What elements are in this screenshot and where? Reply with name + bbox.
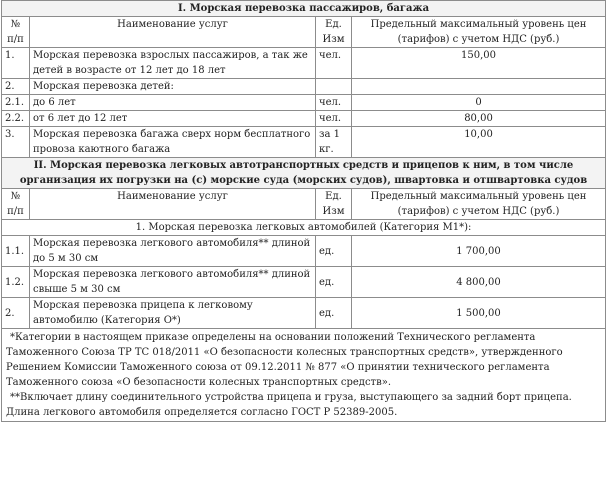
row-unit: ед. — [316, 298, 352, 329]
col-header-price: Предельный максимальный уровень цен (тарифов) с учетом НДС (руб.) — [352, 17, 606, 48]
row-price: 10,00 — [352, 127, 606, 158]
row-price: 1 500,00 — [352, 298, 606, 329]
col-header-unit: Ед. Изм — [316, 189, 352, 220]
row-unit: ед. — [316, 236, 352, 267]
footnotes-row — [2, 329, 606, 422]
row-price — [352, 79, 606, 95]
row-service: Морская перевозка прицепа к легковому автомобилю (Категория О*) — [30, 298, 316, 329]
row-unit: ед. — [316, 267, 352, 298]
row-service: до 6 лет — [30, 95, 316, 111]
row-unit: чел. — [316, 111, 352, 127]
row-unit — [316, 79, 352, 95]
row-number: 3. — [2, 127, 30, 158]
row-unit: чел. — [316, 48, 352, 79]
row-service: Морская перевозка легкового автомобиля** длиной до 5 м 30 см — [30, 236, 316, 267]
table-row — [2, 79, 606, 95]
section-2-title-row — [2, 158, 606, 189]
subsection-title: 1. Морская перевозка легковых автомобилей (Категория М1*): — [2, 220, 606, 236]
row-number: 1.2. — [2, 267, 30, 298]
col-header-number: № п/п — [2, 189, 30, 220]
footnote-length: **Включает длину соединительного устройства прицепа и груза, выступающего за задний борт прицепа. Длина легкового автомобиля определяется согласно ГОСТ Р 52389-2005. — [6, 392, 572, 418]
section-1-title: I. Морская перевозка пассажиров, багажа — [2, 1, 606, 17]
table-row — [2, 298, 606, 329]
table-row — [2, 127, 606, 158]
table-row — [2, 236, 606, 267]
footnotes — [2, 329, 606, 422]
section-1-header-row — [2, 17, 606, 48]
row-unit: за 1 кг. — [316, 127, 352, 158]
table-row — [2, 48, 606, 79]
col-header-number: № п/п — [2, 17, 30, 48]
row-number: 2. — [2, 79, 30, 95]
row-service: от 6 лет до 12 лет — [30, 111, 316, 127]
row-number: 2.2. — [2, 111, 30, 127]
row-price: 1 700,00 — [352, 236, 606, 267]
col-header-unit: Ед. Изм — [316, 17, 352, 48]
row-price: 0 — [352, 95, 606, 111]
row-number: 2. — [2, 298, 30, 329]
row-number: 2.1. — [2, 95, 30, 111]
section-2-title: II. Морская перевозка легковых автотранспортных средств и прицепов к ним, в том числе организация их погрузки на (с) морские суда (морских судов), швартовка и отшвартовка судов — [2, 158, 606, 189]
table-row — [2, 267, 606, 298]
row-service: Морская перевозка багажа сверх норм бесплатного провоза каютного багажа — [30, 127, 316, 158]
row-service: Морская перевозка взрослых пассажиров, а так же детей в возрасте от 12 лет до 18 лет — [30, 48, 316, 79]
row-unit: чел. — [316, 95, 352, 111]
row-number: 1. — [2, 48, 30, 79]
row-price: 80,00 — [352, 111, 606, 127]
table-row — [2, 95, 606, 111]
row-number: 1.1. — [2, 236, 30, 267]
row-service: Морская перевозка детей: — [30, 79, 316, 95]
row-price: 4 800,00 — [352, 267, 606, 298]
tariff-table — [1, 0, 606, 422]
col-header-service: Наименование услуг — [30, 17, 316, 48]
section-1-title-row — [2, 1, 606, 17]
row-service: Морская перевозка легкового автомобиля** длиной свыше 5 м 30 см — [30, 267, 316, 298]
footnote-categories: *Категории в настоящем приказе определены на основании положений Технического регламента Таможенного Союза ТР ТС 018/2011 «О безопасности колесных транспортных средств», утвержденного Решением Комиссии Таможенного союза от 09.12.2011 № 877 «О принятии технического регламента Таможенного союза «О безопасности колесных транспортных средств». — [6, 332, 563, 388]
table-row — [2, 111, 606, 127]
col-header-price: Предельный максимальный уровень цен (тарифов) с учетом НДС (руб.) — [352, 189, 606, 220]
row-price: 150,00 — [352, 48, 606, 79]
col-header-service: Наименование услуг — [30, 189, 316, 220]
subsection-row — [2, 220, 606, 236]
section-2-header-row — [2, 189, 606, 220]
